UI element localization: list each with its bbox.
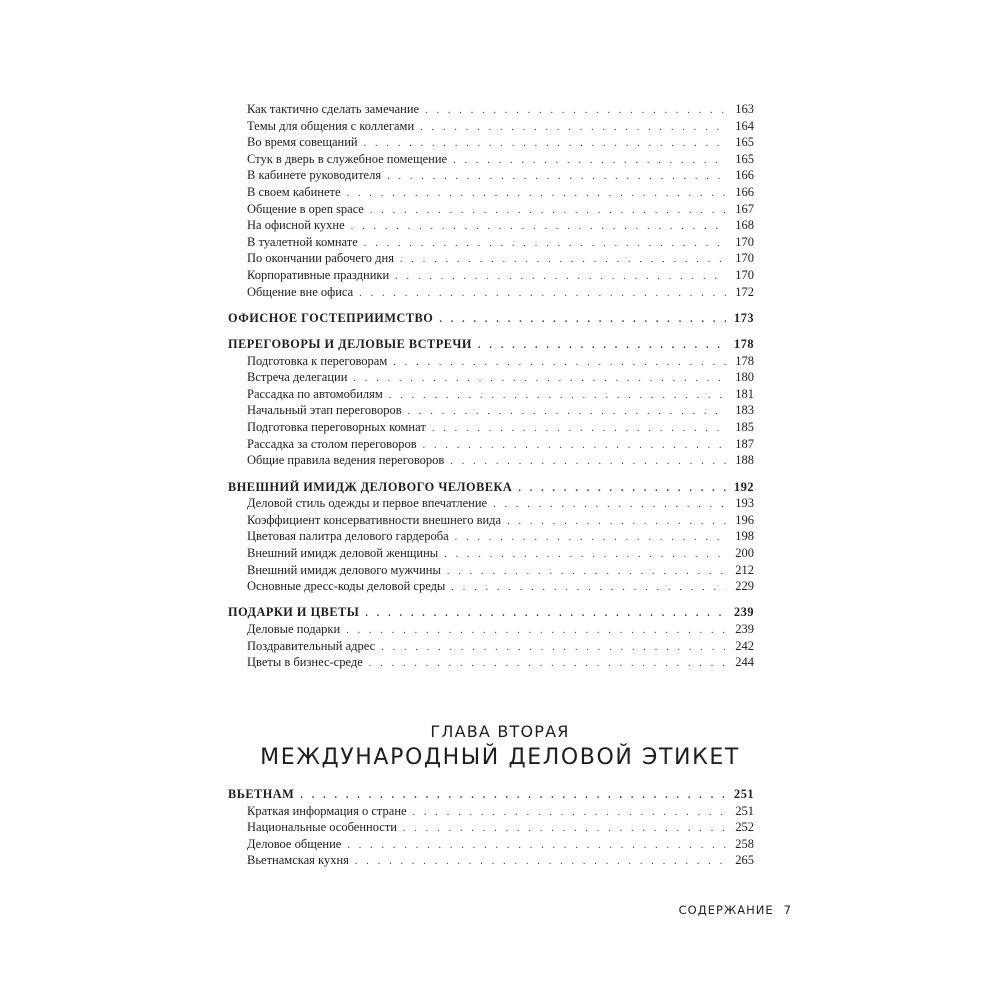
dot-leader	[444, 547, 726, 564]
toc-entry-page: 244	[735, 655, 754, 670]
toc-entry-page: 167	[735, 201, 754, 216]
dot-leader	[450, 454, 726, 471]
toc-section-entry	[228, 336, 754, 353]
toc-entry-title: Начальный этап переговоров	[247, 403, 402, 418]
toc-subsection-entry	[228, 386, 754, 403]
toc-entry-page: 168	[735, 218, 754, 233]
dot-leader	[353, 371, 726, 388]
running-head: СОДЕРЖАНИЕ	[678, 903, 774, 917]
dot-leader	[369, 656, 726, 673]
toc-subsection-entry	[228, 512, 754, 529]
toc-subsection-entry	[228, 852, 754, 869]
toc-subsection-entry	[228, 134, 754, 151]
toc-entry-page: 229	[735, 579, 754, 594]
toc-entry-page: 183	[735, 403, 754, 418]
toc-entry-page: 188	[735, 453, 754, 468]
toc-subsection-entry	[228, 495, 754, 512]
dot-leader	[453, 153, 726, 170]
toc-entry-page: 172	[735, 284, 754, 299]
toc-entry-page: 251	[734, 787, 754, 801]
toc-entry-page: 173	[734, 310, 754, 325]
toc-entry-page: 239	[735, 621, 754, 636]
toc-entry-page: 185	[735, 420, 754, 435]
dot-leader	[400, 252, 726, 269]
toc-entry-title: Национальные особенности	[247, 820, 397, 835]
toc-entry-page: 198	[735, 529, 754, 544]
toc-entry-title: Общение в open space	[247, 201, 364, 216]
toc-entry-page: 265	[735, 853, 754, 868]
toc-entry-page: 180	[735, 370, 754, 385]
toc-entry-title: ВНЕШНИЙ ИМИДЖ ДЕЛОВОГО ЧЕЛОВЕКА	[228, 479, 513, 494]
toc-entry-title: Корпоративные праздники	[247, 267, 390, 282]
dot-leader	[395, 269, 726, 286]
toc-entry-title: Деловое общение	[247, 836, 342, 851]
toc-subsection-entry	[228, 101, 754, 118]
dot-leader	[355, 854, 726, 871]
toc-entry-page: 258	[735, 836, 754, 851]
dot-leader	[351, 219, 726, 236]
toc-entry-title: Подготовка к переговорам	[247, 353, 388, 368]
dot-leader	[439, 312, 726, 329]
toc-subsection-entry	[228, 436, 754, 453]
dot-leader	[346, 623, 726, 640]
dot-leader	[507, 514, 726, 531]
dot-leader	[365, 606, 726, 623]
toc-entry-page: 164	[735, 118, 754, 133]
toc-entry-title: Общение вне офиса	[247, 284, 354, 299]
toc-entry-page: 166	[735, 184, 754, 199]
dot-leader	[518, 481, 726, 498]
toc-entry-title: ОФИСНОЕ ГОСТЕПРИИМСТВО	[228, 310, 434, 325]
toc-subsection-entry	[228, 250, 754, 267]
dot-leader	[393, 355, 726, 372]
dot-leader	[347, 186, 726, 203]
toc-entry-page: 252	[735, 820, 754, 835]
toc-entry-page: 181	[735, 386, 754, 401]
toc-entry-title: Рассадка за столом переговоров	[247, 436, 417, 451]
toc-subsection-entry	[228, 118, 754, 135]
toc-section-entry	[228, 479, 754, 496]
dot-leader	[425, 103, 726, 120]
toc-entry-title: Цветовая палитра делового гардероба	[247, 529, 449, 544]
toc-entry-title: Деловой стиль одежды и первое впечатление	[247, 496, 488, 511]
toc-entry-title: Деловые подарки	[247, 621, 341, 636]
toc-subsection-entry	[228, 151, 754, 168]
toc-entry-title: ПЕРЕГОВОРЫ И ДЕЛОВЫЕ ВСТРЕЧИ	[228, 337, 472, 352]
toc-entry-title: В кабинете руководителя	[247, 168, 382, 183]
dot-leader	[403, 821, 726, 838]
toc-entry-title: Стук в дверь в служебное помещение	[247, 151, 448, 166]
toc-subsection-entry	[228, 353, 754, 370]
toc-subsection-entry	[228, 201, 754, 218]
toc-entry-page: 187	[735, 436, 754, 451]
chapter-heading	[0, 721, 1000, 773]
toc-entry-title: Подготовка переговорных комнат	[247, 420, 426, 435]
toc-subsection-entry	[228, 452, 754, 469]
toc-entry-title: Поздравительный адрес	[247, 638, 376, 653]
toc-entry-page: 239	[734, 605, 754, 620]
dot-leader	[451, 580, 726, 597]
dot-leader	[423, 438, 726, 455]
dot-leader	[493, 497, 726, 514]
toc-entry-title: ПОДАРКИ И ЦВЕТЫ	[228, 605, 360, 620]
dot-leader	[347, 838, 726, 855]
dot-leader	[455, 530, 726, 547]
toc-entry-title: Коэффициент консервативности внешнего вида	[247, 512, 502, 527]
toc-subsection-entry	[228, 621, 754, 638]
toc-entry-page: 178	[734, 337, 754, 352]
toc-entry-page: 196	[735, 512, 754, 527]
toc-subsection-entry	[228, 545, 754, 562]
toc-entry-page: 170	[735, 267, 754, 282]
dot-leader	[447, 564, 726, 581]
dot-leader	[381, 640, 726, 657]
dot-leader	[370, 203, 726, 220]
toc-subsection-entry	[228, 267, 754, 284]
toc-section-entry	[228, 786, 754, 803]
toc-entry-page: 193	[735, 496, 754, 511]
toc-entry-page: 178	[735, 353, 754, 368]
toc-entry-title: По окончании рабочего дня	[247, 251, 394, 266]
dot-leader	[478, 338, 726, 355]
toc-subsection-entry	[228, 419, 754, 436]
toc-entry-page: 170	[735, 234, 754, 249]
toc-entry-page: 192	[734, 479, 754, 494]
toc-subsection-entry	[228, 803, 754, 820]
toc-subsection-entry	[228, 819, 754, 836]
toc-subsection-entry	[228, 562, 754, 579]
toc-subsection-entry	[228, 184, 754, 201]
table-of-contents-bottom	[228, 786, 754, 869]
dot-leader	[389, 388, 726, 405]
toc-subsection-entry	[228, 369, 754, 386]
dot-leader	[387, 169, 726, 186]
toc-subsection-entry	[228, 234, 754, 251]
toc-entry-title: Во время совещаний	[247, 135, 358, 150]
toc-entry-title: Общие правила ведения переговоров	[247, 453, 445, 468]
dot-leader	[432, 421, 726, 438]
toc-entry-page: 163	[735, 102, 754, 116]
toc-entry-title: ВЬЕТНАМ	[228, 787, 295, 801]
chapter-label: ГЛАВА ВТОРАЯ	[430, 722, 570, 741]
toc-entry-page: 242	[735, 638, 754, 653]
toc-subsection-entry	[228, 284, 754, 301]
dot-leader	[413, 805, 726, 822]
toc-entry-title: Краткая информация о стране	[247, 803, 407, 818]
toc-section-entry	[228, 604, 754, 621]
toc-entry-page: 251	[735, 803, 754, 818]
toc-entry-title: Основные дресс-коды деловой среды	[247, 579, 446, 594]
toc-entry-title: Рассадка по автомобилям	[247, 386, 383, 401]
chapter-title: МЕЖДУНАРОДНЫЙ ДЕЛОВОЙ ЭТИКЕТ	[260, 745, 740, 770]
toc-entry-title: Цветы в бизнес-среде	[247, 655, 363, 670]
toc-entry-title: Внешний имидж деловой женщины	[247, 545, 439, 560]
toc-entry-page: 170	[735, 251, 754, 266]
toc-entry-title: На офисной кухне	[247, 218, 345, 233]
toc-subsection-entry	[228, 402, 754, 419]
toc-entry-title: Темы для общения с коллегами	[247, 118, 415, 133]
toc-entry-title: В туалетной комнате	[247, 234, 358, 249]
toc-subsection-entry	[228, 167, 754, 184]
toc-subsection-entry	[228, 638, 754, 655]
toc-entry-title: Внешний имидж делового мужчины	[247, 562, 441, 577]
table-of-contents-top	[228, 101, 754, 671]
toc-subsection-entry	[228, 217, 754, 234]
dot-leader	[359, 286, 726, 303]
toc-subsection-entry	[228, 836, 754, 853]
toc-entry-page: 200	[735, 545, 754, 560]
toc-entry-page: 212	[735, 562, 754, 577]
toc-entry-title: Вьетнамская кухня	[247, 853, 349, 868]
toc-entry-title: Встреча делегации	[247, 370, 348, 385]
dot-leader	[408, 404, 726, 421]
toc-subsection-entry	[228, 578, 754, 595]
toc-entry-title: В своем кабинете	[247, 184, 341, 199]
page-number: 7	[783, 903, 792, 917]
dot-leader	[364, 236, 726, 253]
toc-entry-title: Как тактично сделать замечание	[247, 102, 420, 116]
toc-entry-page: 166	[735, 168, 754, 183]
dot-leader	[420, 120, 726, 137]
toc-entry-page: 165	[735, 151, 754, 166]
toc-subsection-entry	[228, 654, 754, 671]
toc-entry-page: 165	[735, 135, 754, 150]
toc-subsection-entry	[228, 528, 754, 545]
page-footer	[640, 903, 792, 917]
toc-section-entry	[228, 310, 754, 327]
